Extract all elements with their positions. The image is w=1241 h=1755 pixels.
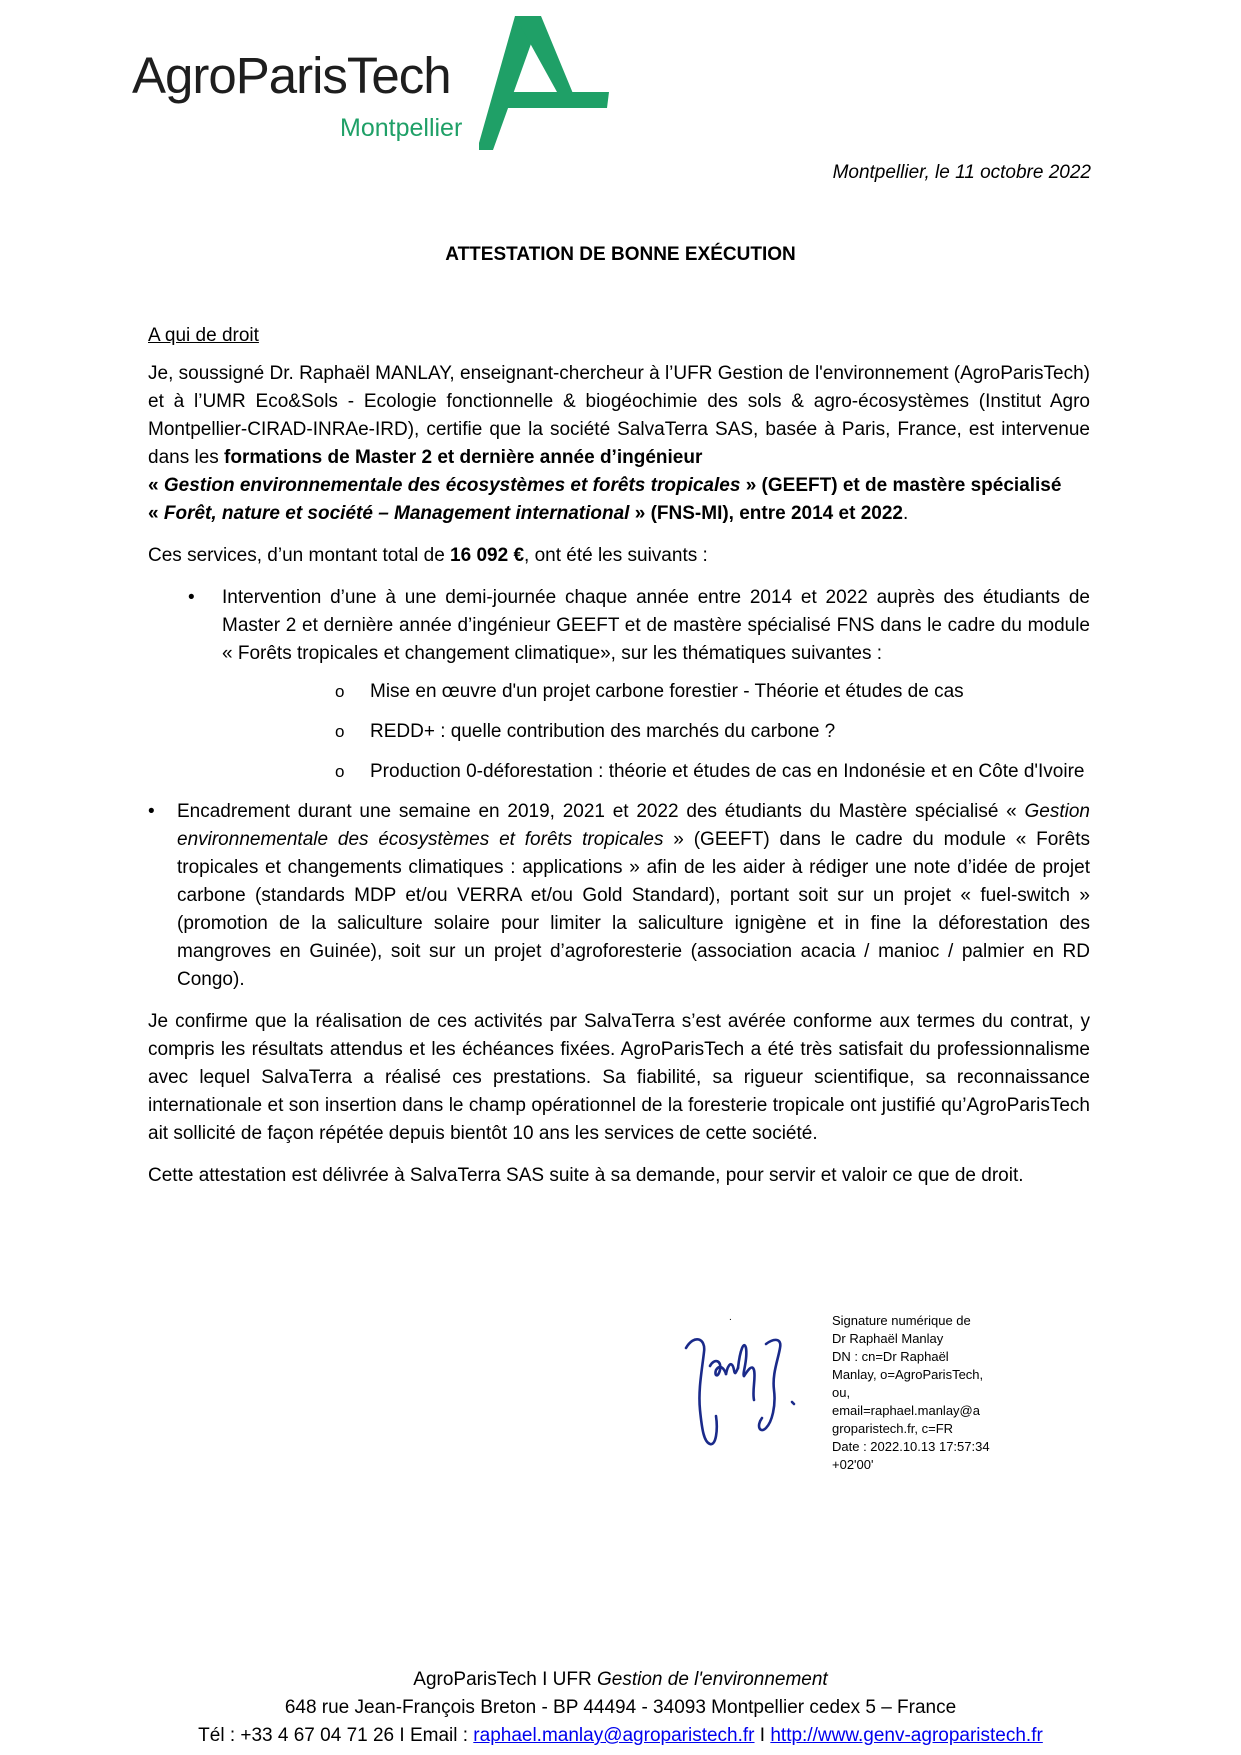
logo-city: Montpellier (340, 114, 463, 142)
services-list-second (148, 798, 1090, 994)
signature-dot: . (729, 1312, 732, 1323)
themes-list (222, 678, 1090, 786)
website-link[interactable]: http://www.genv-agroparistech.fr (770, 1725, 1043, 1746)
signature-line: groparistech.fr, c=FR (832, 1421, 954, 1436)
logo-a-mark-icon (479, 16, 609, 150)
date-line: Montpellier, le 11 octobre 2022 (832, 162, 1091, 183)
bullet-icon: • (148, 801, 155, 822)
digital-signature-info (832, 1312, 1012, 1474)
signature-line: Date : 2022.10.13 17:57:34 (832, 1439, 990, 1454)
sub-bullet-icon: o (335, 722, 345, 741)
signature-line: DN : cn=Dr Raphaël (832, 1349, 949, 1364)
signature-line: ou, (832, 1385, 851, 1400)
logo-name: AgroParisTech (132, 47, 451, 104)
signature-line: email=raphael.manlay@a (832, 1403, 980, 1418)
letter-body (148, 322, 1090, 1204)
total-amount: 16 092 € (450, 545, 525, 566)
paragraph-certification: Je, soussigné Dr. Raphaël MANLAY, enseignant-chercheur à l’UFR Gestion de l'environnement (AgroParisTech) et à l’UMR Eco&Sols - Ecologie fonctionnelle & biogéochimie des sols & agro-écosystèmes (Institut Agro Montpellier-CIRAD-INRAe-IRD), certifie que la société SalvaTerra SAS, basée à Paris, France, est intervenue dans les formations de Master 2 et dernière année d’ingénieur « Gestion environnementale des écosystèmes et forêts tropicales » (GEEFT) et de mastère spécialisé « Forêt, nature et société – Management international » (FNS-MI), entre 2014 et 2022. (148, 363, 1090, 524)
list-item: • Intervention d’une à une demi-journée chaque année entre 2014 et 2022 auprès des étudiants de Master 2 et dernière année d’ingénieur GEEFT et de mastère spécialisé FNS dans le cadre du module « Forêts tropicales et changement climatique», sur les thématiques suivantes : o Mise en œuvre d'un projet carbone forestier - Théorie et études de cas o REDD+ : quelle contribution des marchés du carbone ? o Production 0-déforestation : théorie et études de cas en Indonésie et en Côte d'Ivoire (148, 584, 1090, 786)
footer (0, 1666, 1241, 1750)
email-link[interactable]: raphael.manlay@agroparistech.fr (473, 1725, 755, 1746)
footer-address: 648 rue Jean-François Breton - BP 44494 - 34093 Montpellier cedex 5 – France (284, 1697, 957, 1718)
handwritten-signature (680, 1330, 810, 1450)
footer-line-1: AgroParisTech I UFR Gestion de l'environnement (413, 1669, 828, 1690)
footer-contact: Tél : +33 4 67 04 71 26 I Email : raphael.manlay@agroparistech.fr I http://www.genv-agroparistech.fr (198, 1725, 1043, 1746)
paragraph-confirmation: Je confirme que la réalisation de ces activités par SalvaTerra s’est avérée conforme aux termes du contrat, y compris les résultats attendus et les échéances fixées. AgroParisTech a été très satisfait du professionnalisme avec lequel SalvaTerra a réalisé ces prestations. Sa fiabilité, sa rigueur scientifique, sa reconnaissance internationale et son insertion dans le champ opérationnel de la foresterie tropicale ont justifié qu’AgroParisTech ait sollicité de façon répétée depuis bientôt 10 ans les services de cette société. (148, 1011, 1090, 1144)
signature-line: Signature numérique de (832, 1313, 971, 1328)
list-item: • Encadrement durant une semaine en 2019, 2021 et 2022 des étudiants du Mastère spécialisé « Gestion environnementale des écosystèmes et forêts tropicales » (GEEFT) dans le cadre du module « Forêts tropicales et changements climatiques : applications » afin de les aider à rédiger une note d’idée de projet carbone (standards MDP et/ou VERRA et/ou Gold Standard), portant soit sur un projet « fuel-switch » (promotion de la saliculture solaire pour limiter la saliculture ignigène et in fine la déforestation des mangroves en Guinée), soit sur un projet d’agroforesterie (association acacia / manioc / palmier en RD Congo). (148, 798, 1090, 994)
sub-bullet-icon: o (335, 682, 345, 701)
list-item: o Production 0-déforestation : théorie et études de cas en Indonésie et en Côte d'Ivoire (222, 758, 1090, 786)
services-list (148, 584, 1090, 786)
list-item: o Mise en œuvre d'un projet carbone forestier - Théorie et études de cas (222, 678, 1090, 706)
signature-line: Dr Raphaël Manlay (832, 1331, 944, 1346)
agroparistech-logo (132, 16, 612, 156)
sub-bullet-icon: o (335, 762, 345, 781)
greeting: A qui de droit (148, 325, 259, 346)
signature-line: Manlay, o=AgroParisTech, (832, 1367, 984, 1382)
paragraph-amount: Ces services, d’un montant total de 16 092 €, ont été les suivants : (148, 545, 708, 566)
list-item: o REDD+ : quelle contribution des marchés du carbone ? (222, 718, 1090, 746)
bullet-icon: • (188, 587, 195, 608)
document-title: ATTESTATION DE BONNE EXÉCUTION (445, 244, 796, 265)
signature-line: +02'00' (832, 1457, 874, 1472)
paragraph-closing: Cette attestation est délivrée à SalvaTerra SAS suite à sa demande, pour servir et valoir ce que de droit. (148, 1165, 1024, 1186)
